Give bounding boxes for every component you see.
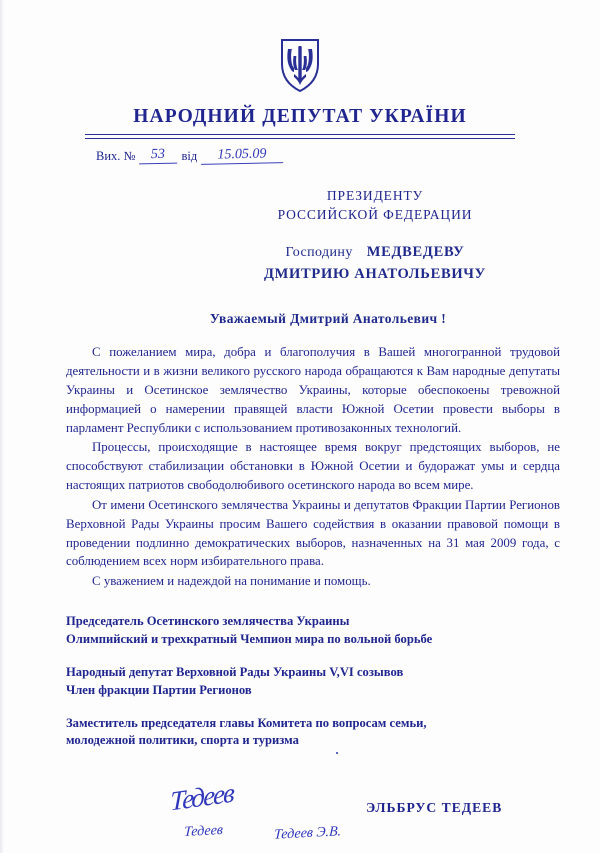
signatory-title-line: Народный депутат Верховной Рады Украины V,VI созывов: [66, 664, 404, 679]
outgoing-date-label: від: [181, 148, 198, 163]
letterhead-title: НАРОДНИЙ ДЕПУТАТ УКРАЇНИ: [133, 106, 467, 127]
addressee-line-2: РОССИЙСКОЙ ФЕДЕРАЦИИ: [277, 207, 473, 223]
outgoing-reference: [96, 148, 600, 164]
letter-body: [66, 343, 560, 591]
handwritten-annotation-right: Тедеев Э.В.: [273, 824, 342, 844]
addressee-block: [0, 186, 600, 286]
outgoing-date-value: 15.05.09: [201, 147, 283, 164]
handwritten-signature: Тедеев: [170, 777, 233, 817]
salutation: Уважаемый Дмитрий Анатольевич !: [209, 311, 447, 327]
signatory-title-line: молодежной политики, спорта и туризма: [66, 733, 299, 748]
addressee-surname: МЕДВЕДЕВУ: [366, 243, 465, 260]
addressee-line-1: ПРЕЗИДЕНТУ: [326, 187, 424, 203]
body-paragraph-2: Процессы, происходящие в настоящее время вокруг предстоящих выборов, не способствуют стабилизации обстановки в Южной Осетии и будоражат умы и сердца настоящих патриотов свободолюбивого осетинского народа во всем мире.: [66, 440, 560, 493]
handwritten-annotation-left: Тедеев: [183, 823, 224, 841]
signatory-title-block: [66, 613, 560, 649]
signatory-name: ЭЛЬБРУС ТЕДЕЕВ: [366, 800, 503, 816]
signatory-titles: [66, 613, 560, 750]
addressee-given-name: ДМИТРИЮ АНАТОЛЬЕВИЧУ: [264, 265, 486, 282]
letterhead: [0, 0, 600, 139]
body-paragraph-4: С уважением и надеждой на понимание и помощь.: [92, 574, 371, 589]
addressee-name-block: [150, 242, 600, 286]
signatory-title-line: Член фракции Партии Регионов: [66, 682, 252, 697]
body-paragraph-3: От имени Осетинского землячества Украины и депутатов Фракции Партии Регионов Верховной Рады Украины просим Вашего содействия в оказании правовой помощи в проведении подлинно демократических выборов, назначенных на 31 мая 2009 года, с соблюдением всех норм избирательного права.: [66, 497, 560, 569]
signatory-title-block: [66, 715, 560, 751]
addressee-honorific: Господину: [285, 244, 353, 260]
ink-dot: [336, 752, 338, 754]
body-paragraph-1: С пожеланием мира, добра и благополучия в Вашей многогранной трудовой деятельности и в жизни великого русского народа обращаются к Вам народные депутаты Украины и Осетинское землячество Украины, которые обеспокоены тревожной информацией о намерении правящей власти Южной Осетии провести выборы в парламент Республики с использованием противозаконных технологий.: [66, 345, 560, 435]
signatory-title-line: Олимпийский и трехкратный Чемпион мира по вольной борьбе: [66, 631, 433, 646]
outgoing-ref-label: Вих. №: [96, 148, 136, 163]
signatory-title-line: Заместитель председателя главы Комитета по вопросам семьи,: [66, 715, 427, 730]
signatory-title-block: [66, 664, 560, 700]
outgoing-ref-value: 53: [139, 148, 177, 164]
signature-area: [66, 776, 560, 868]
ukraine-trident-emblem-icon: [278, 34, 322, 94]
signatory-title-line: Председатель Осетинского землячества Украины: [66, 614, 350, 629]
letterhead-divider: [85, 134, 515, 139]
